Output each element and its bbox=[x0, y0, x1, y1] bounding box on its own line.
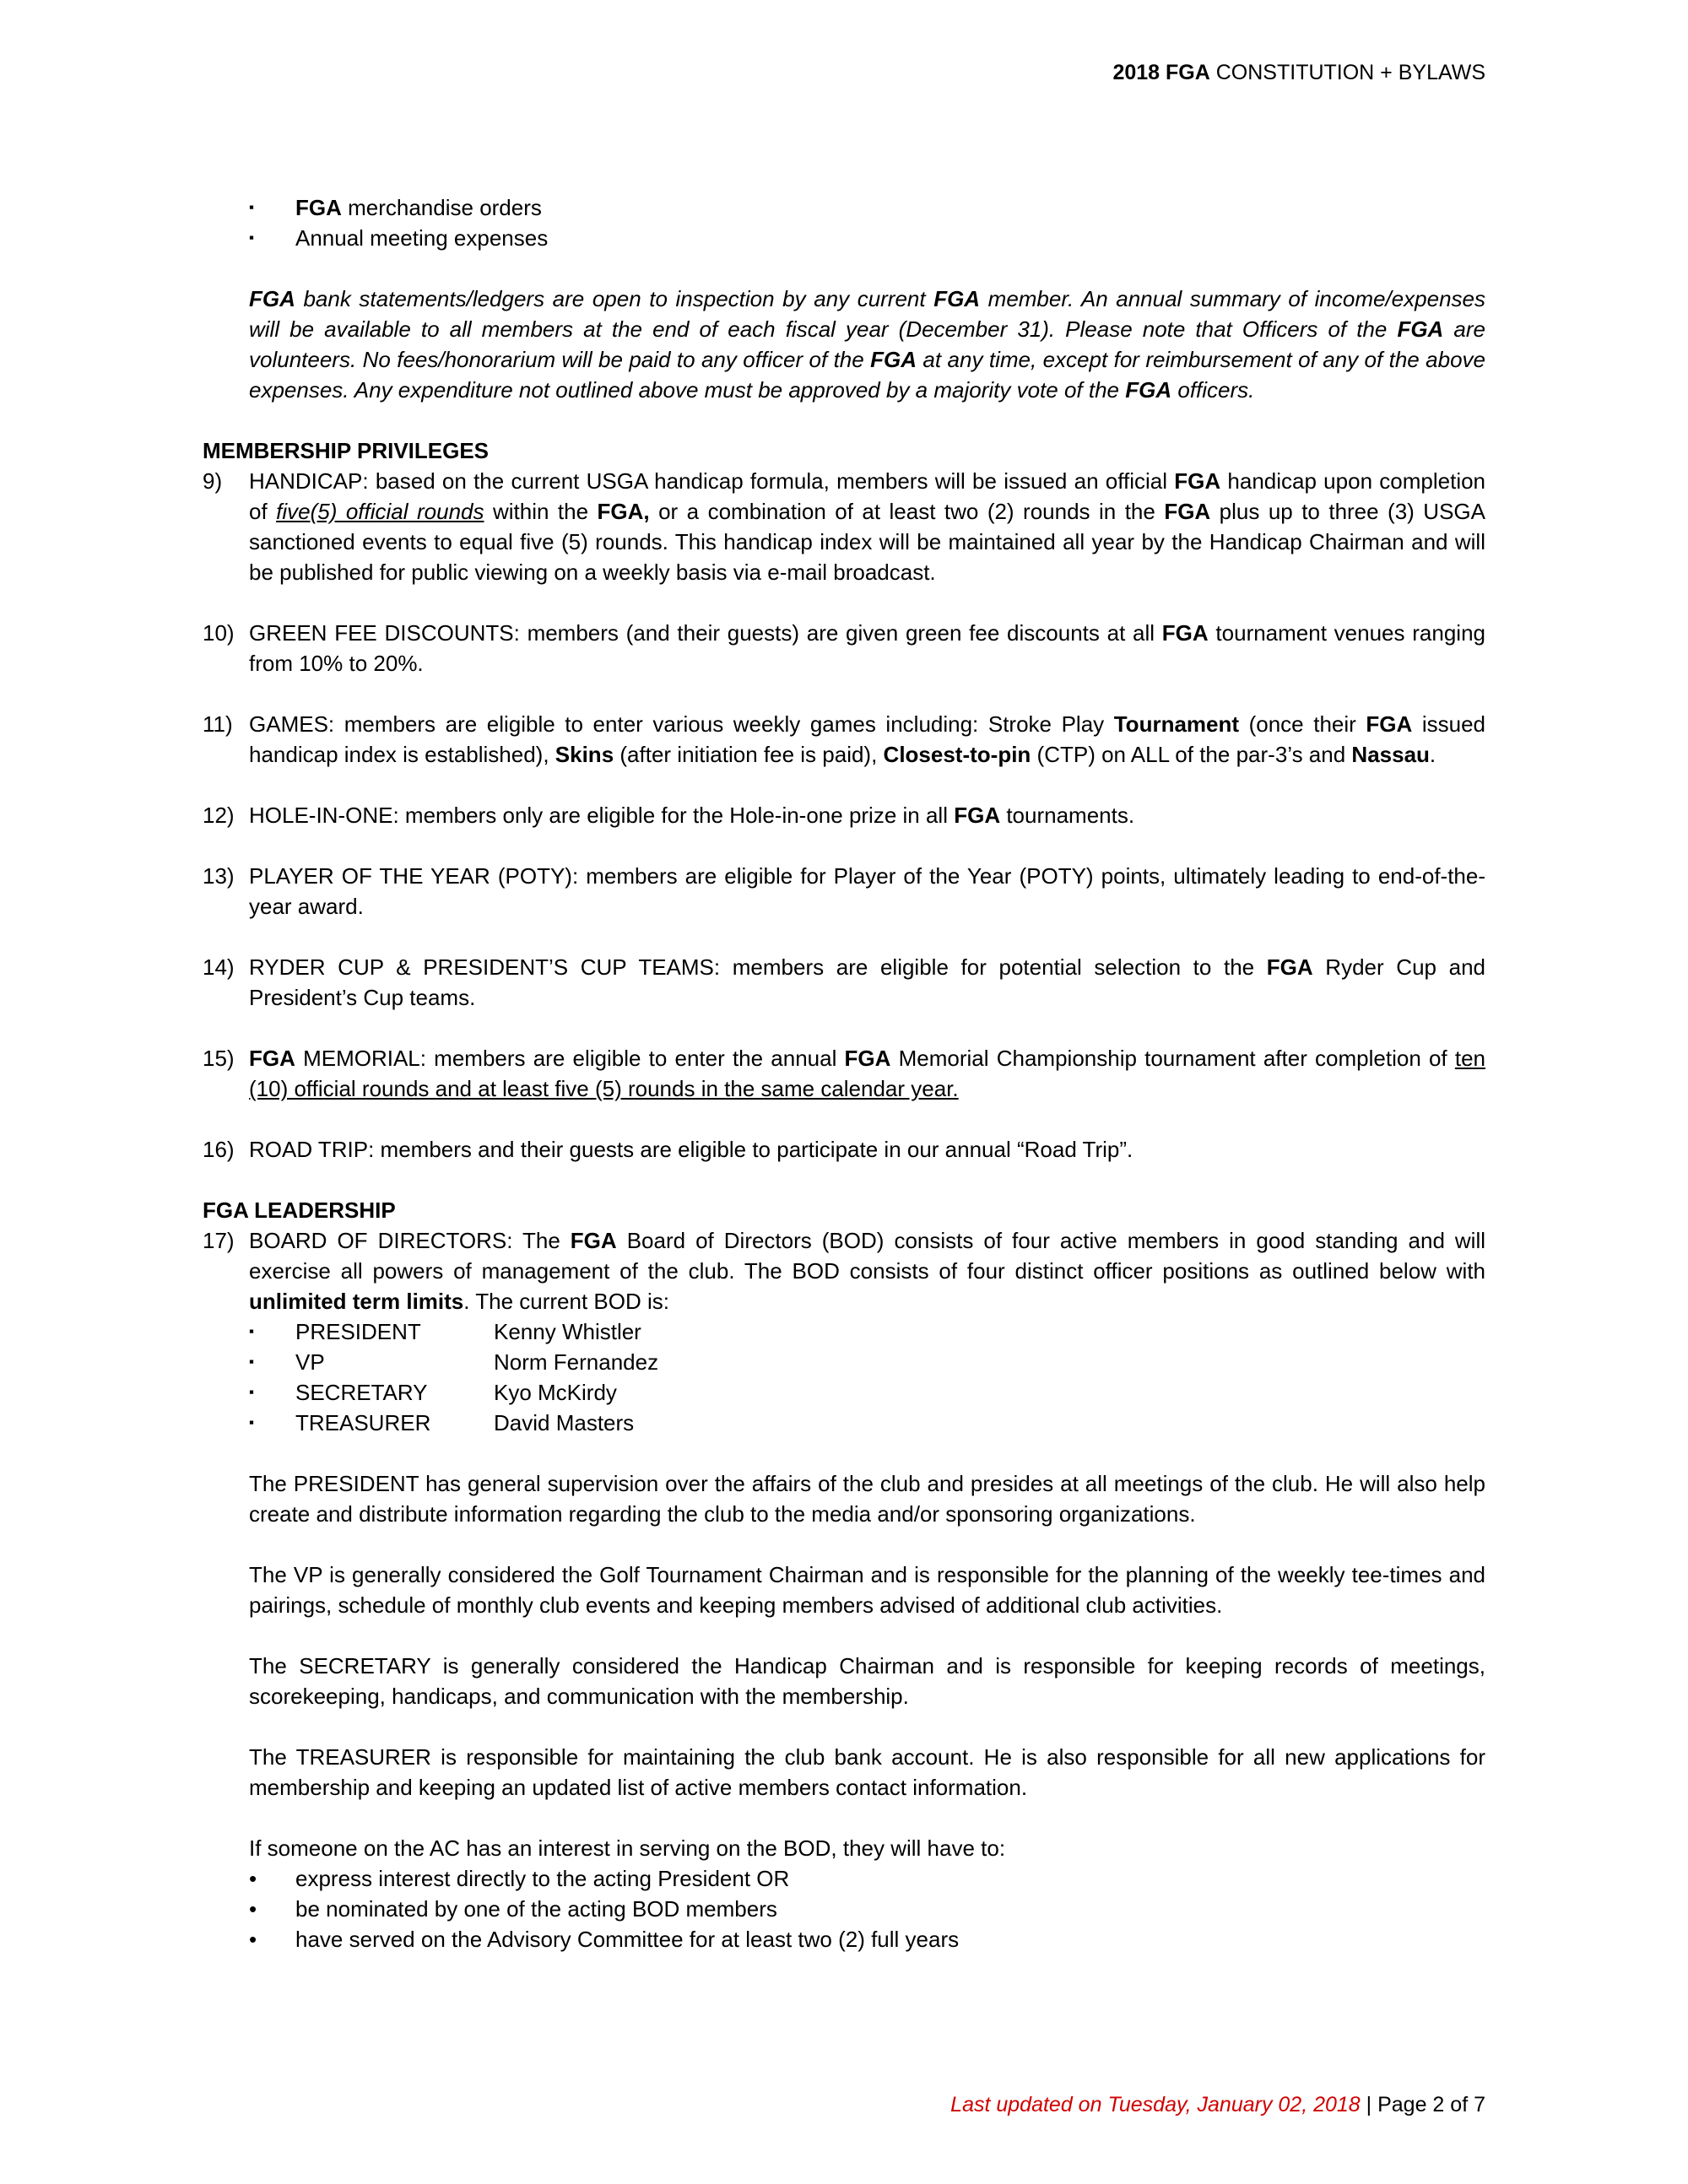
officer-row bbox=[249, 1347, 1485, 1377]
officer-name: Kyo McKirdy bbox=[494, 1380, 617, 1405]
text-run: FGA bbox=[1266, 954, 1313, 980]
text-run: The TREASURER is responsible for maintaining the club bank account. He is also responsible for all new applications for membership and keeping an updated list of active members contact information. bbox=[249, 1744, 1485, 1800]
text-run: Board of Directors (BOD) consists of four active members in good standing and will exercise all powers of management of the club. The BOD consists of four distinct officer positions as outlined below with bbox=[249, 1228, 1486, 1284]
text-run: FGA, bbox=[597, 499, 650, 524]
item-number: 12) bbox=[203, 803, 235, 828]
item-number: 15) bbox=[203, 1046, 235, 1071]
text-run: issued handicap index is established), bbox=[249, 711, 1485, 767]
text-run: FGA bbox=[249, 286, 295, 311]
body-paragraph bbox=[249, 1651, 1485, 1711]
item-text bbox=[249, 1043, 1485, 1104]
square-bullet-icon: ▪ bbox=[249, 1354, 255, 1370]
text-run: or a combination of at least two (2) rounds in the bbox=[649, 499, 1165, 524]
bullet-item bbox=[249, 223, 1485, 253]
text-run: ROAD TRIP: members and their guests are eligible to participate in our annual “Road Trip”. bbox=[249, 1137, 1133, 1162]
body-paragraph bbox=[249, 1833, 1485, 1863]
numbered-item bbox=[203, 861, 1485, 922]
item-text bbox=[249, 1134, 1485, 1165]
bullet-list bbox=[203, 192, 1485, 253]
text-run: GREEN FEE DISCOUNTS: members (and their guests) are given green fee discounts at all bbox=[249, 620, 1162, 646]
bullet-item bbox=[249, 192, 1485, 223]
bullet-text bbox=[295, 192, 1485, 223]
text-run: FGA bbox=[249, 1046, 295, 1071]
last-updated-text: Last updated on Tuesday, January 02, 2018 bbox=[950, 2093, 1361, 2116]
text-run: CONSTITUTION + BYLAWS bbox=[1209, 61, 1485, 84]
page-number: | Page 2 of 7 bbox=[1360, 2093, 1485, 2116]
officer-name: Kenny Whistler bbox=[494, 1319, 641, 1344]
officer-role: SECRETARY bbox=[295, 1380, 428, 1405]
item-text bbox=[249, 1225, 1485, 1316]
bullet-text bbox=[295, 223, 1485, 253]
dot-bullet-icon: • bbox=[249, 1896, 257, 1922]
text-run: RYDER CUP & PRESIDENT’S CUP TEAMS: members are eligible for potential selection to the bbox=[249, 954, 1267, 980]
document-body bbox=[203, 192, 1485, 1985]
item-number: 14) bbox=[203, 954, 235, 980]
text-run: (after initiation fee is paid), bbox=[614, 742, 884, 767]
bullet-item bbox=[249, 1863, 1485, 1894]
text-run: Tournament bbox=[1113, 711, 1240, 737]
numbered-item bbox=[203, 709, 1485, 770]
square-bullet-icon: ▪ bbox=[249, 1414, 255, 1430]
dot-bullet-icon: • bbox=[249, 1866, 257, 1891]
text-run: be nominated by one of the acting BOD members bbox=[295, 1896, 777, 1922]
text-run: FGA bbox=[1174, 468, 1221, 494]
text-run: HOLE-IN-ONE: members only are eligible for the Hole-in-one prize in all bbox=[249, 803, 955, 828]
officer-role: VP bbox=[295, 1349, 325, 1375]
text-run: MEMORIAL: members are eligible to enter the annual bbox=[295, 1046, 845, 1071]
text-run: The SECRETARY is generally considered the Handicap Chairman and is responsible for keeping records of meetings, scorekeeping, handicaps, and communication with the membership. bbox=[249, 1653, 1485, 1709]
text-run: FGA bbox=[1161, 620, 1209, 646]
note-paragraph bbox=[249, 284, 1485, 405]
text-run: PLAYER OF THE YEAR (POTY): members are eligible for Player of the Year (POTY) points, ultimately leading to end-of-the-year award. bbox=[249, 863, 1485, 919]
text-run: (CTP) on ALL of the par-3’s and bbox=[1031, 742, 1352, 767]
text-run: FGA bbox=[1397, 316, 1444, 342]
text-run: FGA bbox=[954, 803, 1001, 828]
square-bullet-icon: ▪ bbox=[249, 230, 255, 246]
item-number: 17) bbox=[203, 1228, 235, 1253]
body-paragraph bbox=[249, 1560, 1485, 1620]
text-run: HANDICAP: based on the current USGA handicap formula, members will be issued an official bbox=[249, 468, 1175, 494]
document-footer bbox=[203, 2091, 1485, 2118]
body-paragraph bbox=[249, 1468, 1485, 1529]
item-text bbox=[249, 800, 1485, 830]
text-run: handicap upon completion of bbox=[249, 468, 1486, 524]
text-run: GAMES: members are eligible to enter various weekly games including: Stroke Play bbox=[249, 711, 1114, 737]
text-run: bank statements/ledgers are open to inspection by any current bbox=[295, 286, 934, 311]
text-run: Memorial Championship tournament after completion of bbox=[890, 1046, 1455, 1071]
square-bullet-icon: ▪ bbox=[249, 1384, 255, 1400]
text-run: merchandise orders bbox=[341, 195, 542, 220]
bullet-item bbox=[249, 1924, 1485, 1954]
body-paragraph bbox=[249, 1742, 1485, 1803]
text-run: five(5) official rounds bbox=[276, 499, 484, 524]
square-bullet-icon: ▪ bbox=[249, 199, 255, 215]
text-run: FGA bbox=[870, 347, 917, 372]
officer-name: Norm Fernandez bbox=[494, 1349, 659, 1375]
officer-row bbox=[249, 1408, 1485, 1438]
numbered-item bbox=[203, 1134, 1485, 1165]
bullet-item bbox=[249, 1894, 1485, 1924]
square-bullet-icon: ▪ bbox=[249, 1323, 255, 1339]
item-number: 13) bbox=[203, 863, 235, 889]
text-run: FGA bbox=[844, 1046, 891, 1071]
text-run: If someone on the AC has an interest in serving on the BOD, they will have to: bbox=[249, 1835, 1006, 1861]
item-text bbox=[249, 618, 1485, 678]
numbered-item bbox=[203, 618, 1485, 678]
officer-list bbox=[203, 1316, 1485, 1438]
text-run: The VP is generally considered the Golf Tournament Chairman and is responsible for the planning of the weekly tee-times and pairings, schedule of monthly club events and keeping members advised of additional club activities. bbox=[249, 1562, 1485, 1618]
item-text bbox=[249, 466, 1485, 587]
text-run: Ryder Cup and President’s Cup teams. bbox=[249, 954, 1485, 1010]
text-run: . bbox=[1429, 742, 1436, 767]
text-run: ten (10) official rounds and at least five (5) rounds in the same calendar year. bbox=[249, 1046, 1485, 1101]
text-run: within the bbox=[484, 499, 598, 524]
numbered-item bbox=[203, 1043, 1485, 1104]
header-title bbox=[1112, 61, 1485, 84]
document-header bbox=[203, 59, 1485, 86]
text-run: Skins bbox=[555, 742, 614, 767]
item-number: 16) bbox=[203, 1137, 235, 1162]
section-heading: FGA LEADERSHIP bbox=[203, 1197, 396, 1223]
officer-row bbox=[249, 1377, 1485, 1408]
text-run: tournaments. bbox=[1000, 803, 1135, 828]
item-number: 9) bbox=[203, 468, 223, 494]
text-run: FGA bbox=[1366, 711, 1413, 737]
text-run: 2018 FGA bbox=[1112, 61, 1210, 84]
bullet-list bbox=[203, 1863, 1485, 1954]
text-run: unlimited term limits bbox=[249, 1289, 464, 1314]
text-run: member. An annual summary of income/expenses will be available to all members at the end of each fiscal year (December 31). Please note that Officers of the bbox=[249, 286, 1485, 342]
text-run: express interest directly to the acting President OR bbox=[295, 1866, 790, 1891]
text-run: FGA bbox=[1125, 377, 1172, 403]
bullet-text bbox=[295, 1924, 1485, 1954]
section-heading: MEMBERSHIP PRIVILEGES bbox=[203, 438, 490, 463]
numbered-item bbox=[203, 466, 1485, 587]
text-run: FGA bbox=[570, 1228, 617, 1253]
text-run: officers. bbox=[1171, 377, 1255, 403]
text-run: Nassau bbox=[1351, 742, 1430, 767]
text-run: . The current BOD is: bbox=[463, 1289, 669, 1314]
text-run: have served on the Advisory Committee for at least two (2) full years bbox=[295, 1927, 960, 1952]
text-run: Closest-to-pin bbox=[883, 742, 1031, 767]
text-run: plus up to three (3) USGA sanctioned events to equal five (5) rounds. This handicap index will be maintained all year by the Handicap Chairman and will be published for public viewing on a weekly basis via e-mail broadcast. bbox=[249, 499, 1485, 585]
item-text bbox=[249, 709, 1485, 770]
bullet-text bbox=[295, 1863, 1485, 1894]
numbered-item bbox=[203, 952, 1485, 1013]
text-run: are volunteers. No fees/honorarium will be paid to any officer of the bbox=[249, 316, 1485, 372]
officer-role: PRESIDENT bbox=[295, 1319, 421, 1344]
item-number: 10) bbox=[203, 620, 235, 646]
text-run: FGA bbox=[295, 195, 342, 220]
numbered-item bbox=[203, 800, 1485, 830]
item-text bbox=[249, 952, 1485, 1013]
text-run: FGA bbox=[933, 286, 981, 311]
bullet-text bbox=[295, 1894, 1485, 1924]
text-run: (once their bbox=[1239, 711, 1366, 737]
numbered-item bbox=[203, 1225, 1485, 1316]
item-number: 11) bbox=[203, 711, 233, 737]
officer-row bbox=[249, 1316, 1485, 1347]
text-run: FGA bbox=[1164, 499, 1211, 524]
officer-role: TREASURER bbox=[295, 1410, 431, 1435]
item-text bbox=[249, 861, 1485, 922]
officer-name: David Masters bbox=[494, 1410, 635, 1435]
text-run: Annual meeting expenses bbox=[295, 225, 549, 251]
dot-bullet-icon: • bbox=[249, 1927, 257, 1952]
text-run: at any time, except for reimbursement of any of the above expenses. Any expenditure not outlined above must be approved by a majority vote of the bbox=[249, 347, 1486, 403]
text-run: BOARD OF DIRECTORS: The bbox=[249, 1228, 571, 1253]
text-run: The PRESIDENT has general supervision over the affairs of the club and presides at all meetings of the club. He will also help create and distribute information regarding the club to the media and/or sponsoring organizations. bbox=[249, 1471, 1485, 1527]
text-run: tournament venues ranging from 10% to 20%. bbox=[249, 620, 1485, 676]
